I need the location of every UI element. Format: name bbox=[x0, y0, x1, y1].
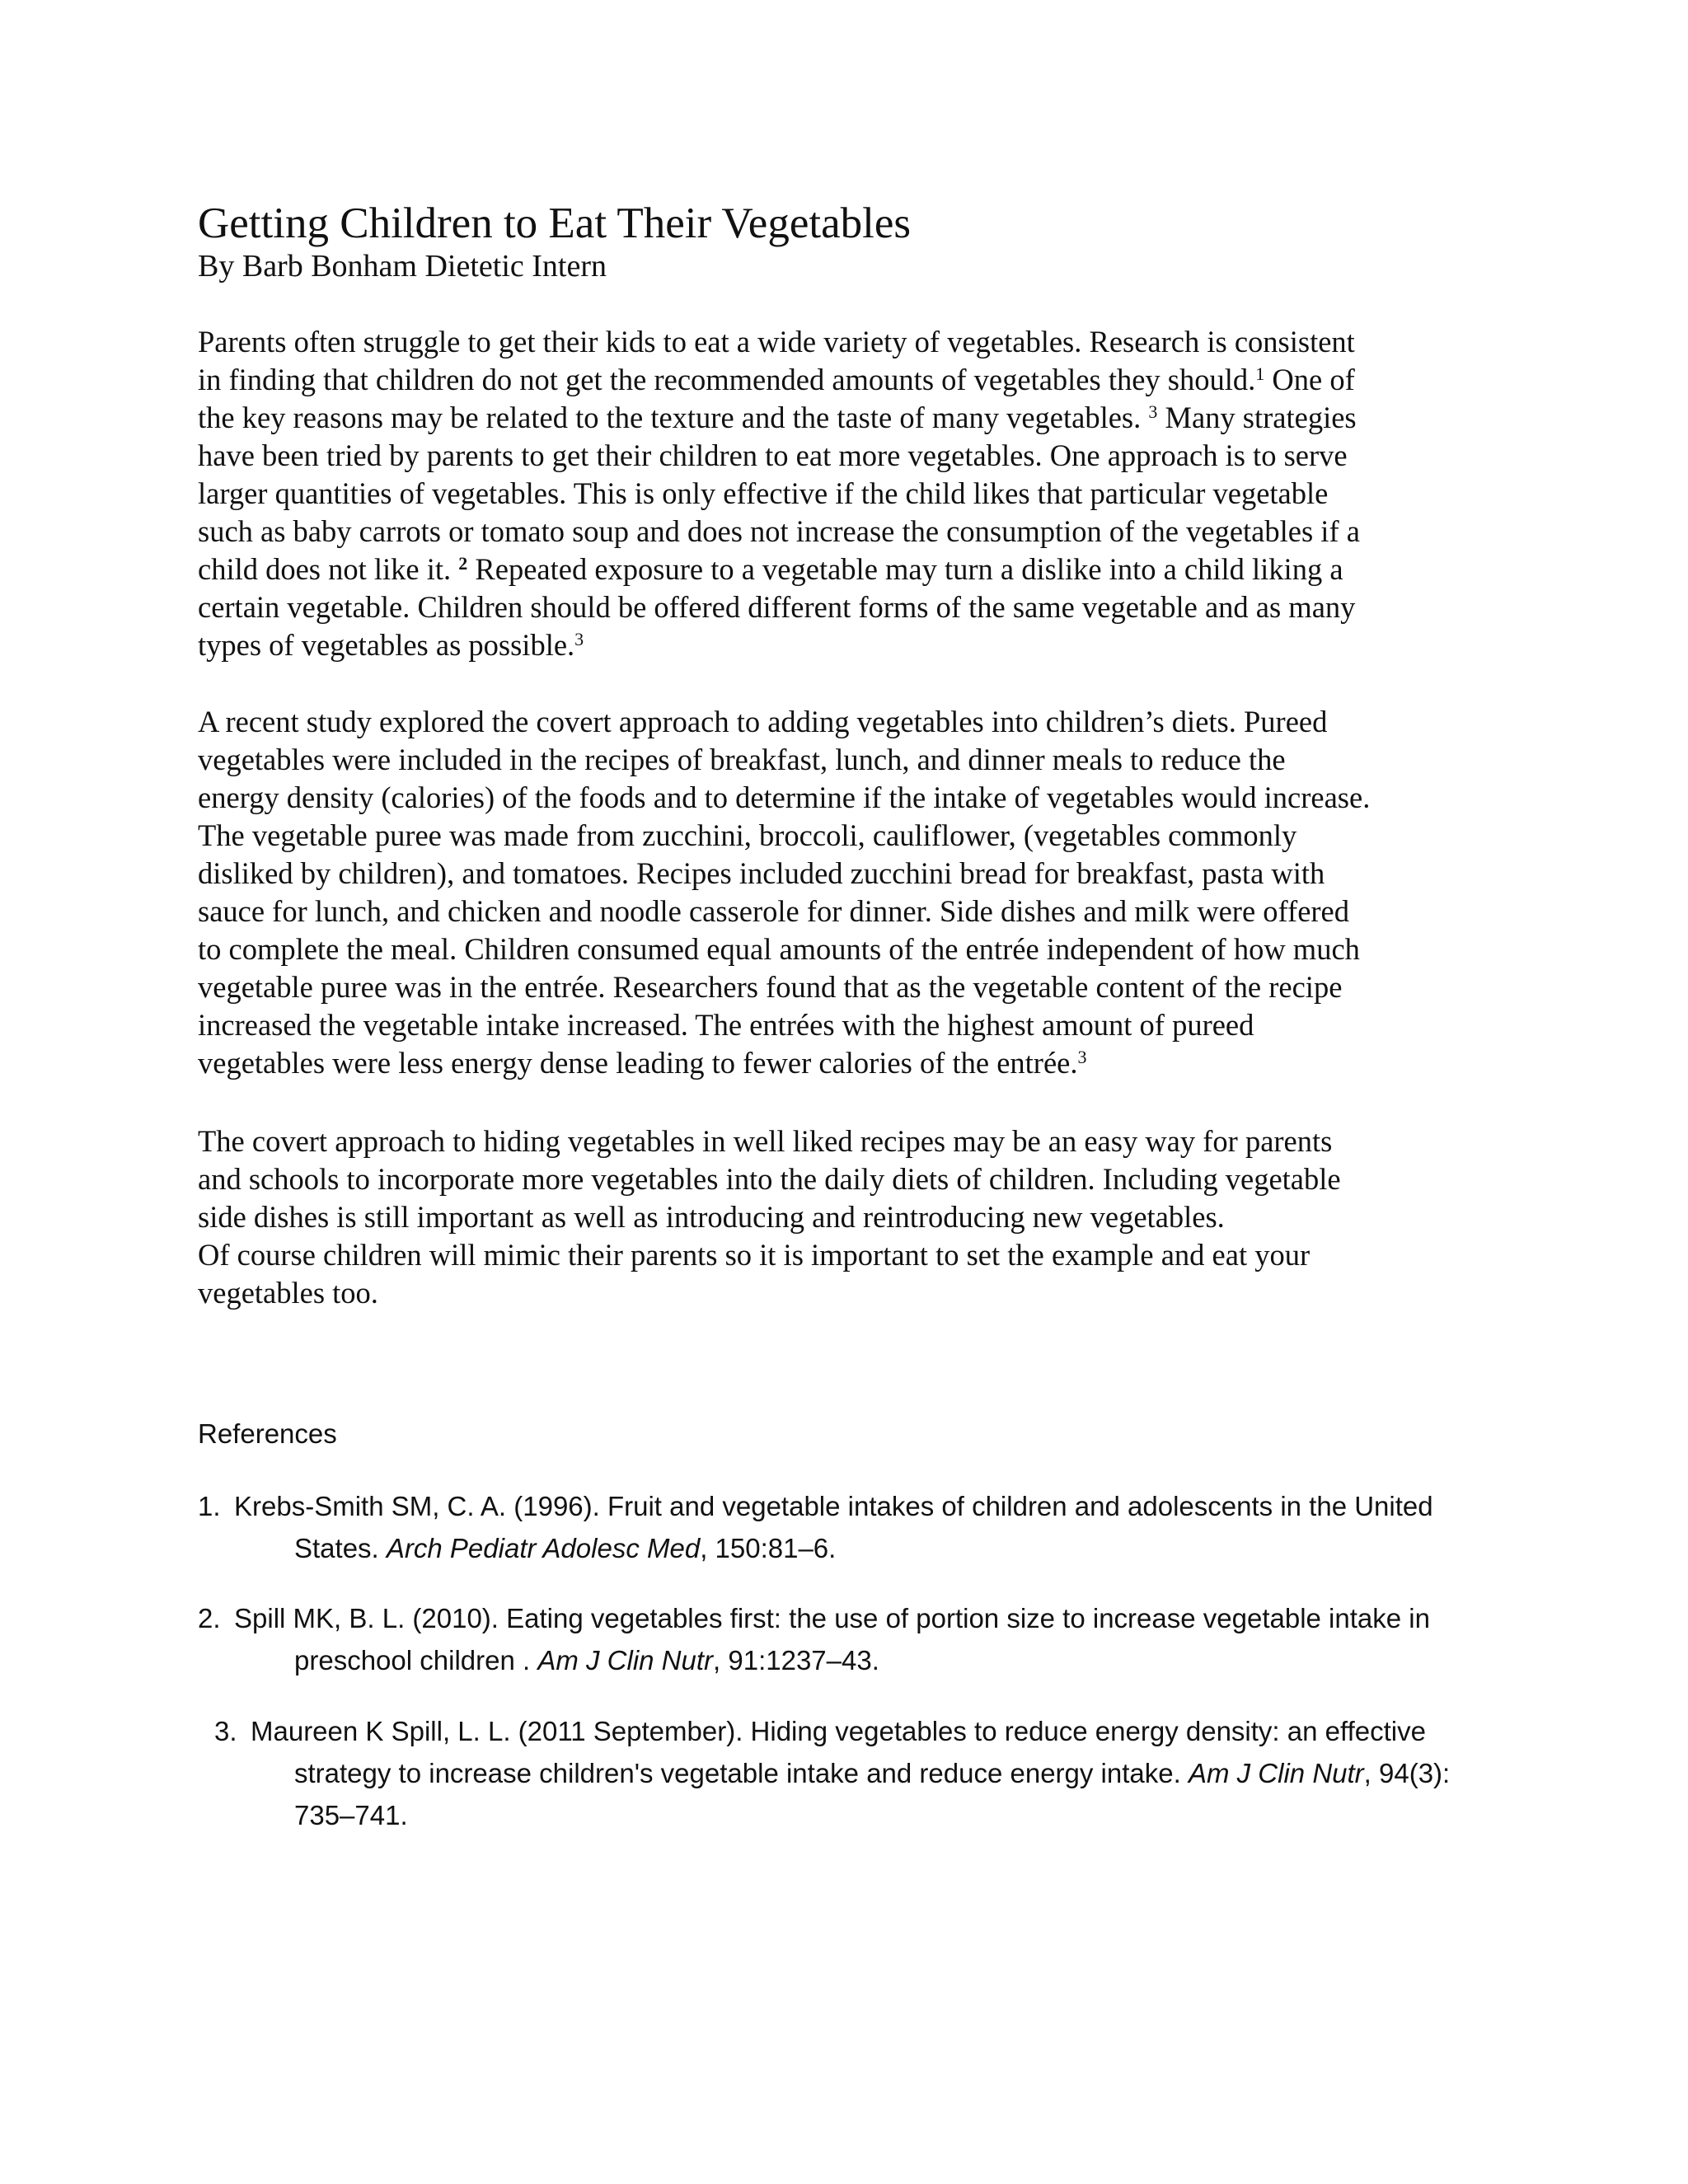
text-line: The vegetable puree was made from zucchini, broccoli, cauliflower, (vegetables commonly bbox=[198, 818, 1297, 852]
text-line: increased the vegetable intake increased. The entrées with the highest amount of pureed bbox=[198, 1008, 1254, 1042]
text-line: vegetables too. bbox=[198, 1276, 378, 1310]
text-line: vegetable puree was in the entrée. Researchers found that as the vegetable content of the recipe bbox=[198, 970, 1343, 1004]
journal-title: Arch Pediatr Adolesc Med bbox=[386, 1533, 701, 1563]
text-line: in finding that children do not get the recommended amounts of vegetables they should.$^1$ One of bbox=[198, 363, 1355, 396]
text-line: A recent study explored the covert approach to adding vegetables into children’s diets. Pureed bbox=[198, 705, 1328, 738]
reference-line: 2. Spill MK, B. L. (2010). Eating vegetables first: the use of portion size to increase vegetable intake in bbox=[198, 1597, 1430, 1639]
text-line: vegetables were less energy dense leading to fewer calories of the entrée.$^3$ bbox=[198, 1046, 1087, 1080]
footnote-ref: 1 bbox=[1255, 363, 1265, 384]
text-line: types of vegetables as possible.$^3$ bbox=[198, 628, 584, 662]
reference-line: States. Arch Pediatr Adolesc Med, 150:81–6. bbox=[294, 1533, 837, 1563]
reference-line: 735–741. bbox=[294, 1800, 408, 1830]
text-line: such as baby carrots or tomato soup and does not increase the consumption of the vegetables if a bbox=[198, 514, 1360, 548]
text-line: sauce for lunch, and chicken and noodle casserole for dinner. Side dishes and milk were offered bbox=[198, 894, 1349, 928]
footnote-ref: 3 bbox=[1148, 401, 1158, 422]
reference-item bbox=[198, 1485, 1433, 1569]
text-line: Of course children will mimic their parents so it is important to set the example and eat your bbox=[198, 1238, 1311, 1272]
text-line: disliked by children), and tomatoes. Recipes included zucchini bread for breakfast, pasta with bbox=[198, 856, 1325, 890]
text-line: Parents often struggle to get their kids to eat a wide variety of vegetables. Research is consistent bbox=[198, 325, 1355, 359]
text-line: The covert approach to hiding vegetables in well liked recipes may be an easy way for parents bbox=[198, 1124, 1333, 1158]
paragraph-intro bbox=[198, 323, 1500, 664]
footnote-ref: 3 bbox=[574, 629, 584, 649]
reference-number: 2. bbox=[198, 1603, 221, 1633]
text-line: energy density (calories) of the foods and to determine if the intake of vegetables would increase. bbox=[198, 780, 1371, 814]
reference-line: strategy to increase children's vegetable intake and reduce energy intake. Am J Clin Nutr, 94(3): bbox=[294, 1758, 1451, 1788]
reference-number: 3. bbox=[214, 1716, 237, 1746]
text-line: child does not like it. $^2$ Repeated exposure to a vegetable may turn a dislike into a child liking a bbox=[198, 552, 1343, 586]
text-line: to complete the meal. Children consumed equal amounts of the entrée independent of how much bbox=[198, 932, 1360, 966]
footnote-ref: 2 bbox=[458, 553, 468, 574]
reference-item bbox=[198, 1597, 1430, 1681]
reference-line: 1. Krebs-Smith SM, C. A. (1996). Fruit and vegetable intakes of children and adolescents in the United bbox=[198, 1485, 1433, 1527]
journal-title: Am J Clin Nutr bbox=[537, 1645, 714, 1675]
footnote-ref: 3 bbox=[1077, 1047, 1087, 1067]
article-title: Getting Children to Eat Their Vegetables bbox=[198, 199, 911, 247]
text-line: certain vegetable. Children should be offered different forms of the same vegetable and as many bbox=[198, 590, 1356, 624]
reference-line: preschool children . Am J Clin Nutr, 91:1237–43. bbox=[294, 1645, 879, 1675]
text-line: side dishes is still important as well as introducing and reintroducing new vegetables. bbox=[198, 1200, 1225, 1234]
paragraph-study bbox=[198, 703, 1500, 1082]
reference-line: 3. Maureen K Spill, L. L. (2011 September). Hiding vegetables to reduce energy density: an effective bbox=[214, 1710, 1450, 1752]
reference-number: 1. bbox=[198, 1491, 221, 1521]
text-line: have been tried by parents to get their children to eat more vegetables. One approach is to serve bbox=[198, 438, 1348, 472]
text-line: the key reasons may be related to the texture and the taste of many vegetables. $^3$ Many strategies bbox=[198, 401, 1357, 434]
text-line: larger quantities of vegetables. This is only effective if the child likes that particular vegetable bbox=[198, 476, 1329, 510]
reference-item bbox=[214, 1710, 1450, 1836]
article-byline: By Barb Bonham Dietetic Intern bbox=[198, 249, 607, 284]
references-heading: References bbox=[198, 1418, 337, 1449]
text-line: and schools to incorporate more vegetables into the daily diets of children. Including vegetable bbox=[198, 1162, 1341, 1196]
text-line: vegetables were included in the recipes of breakfast, lunch, and dinner meals to reduce the bbox=[198, 743, 1286, 776]
paragraph-conclusion bbox=[198, 1122, 1500, 1312]
journal-title: Am J Clin Nutr bbox=[1188, 1758, 1364, 1788]
